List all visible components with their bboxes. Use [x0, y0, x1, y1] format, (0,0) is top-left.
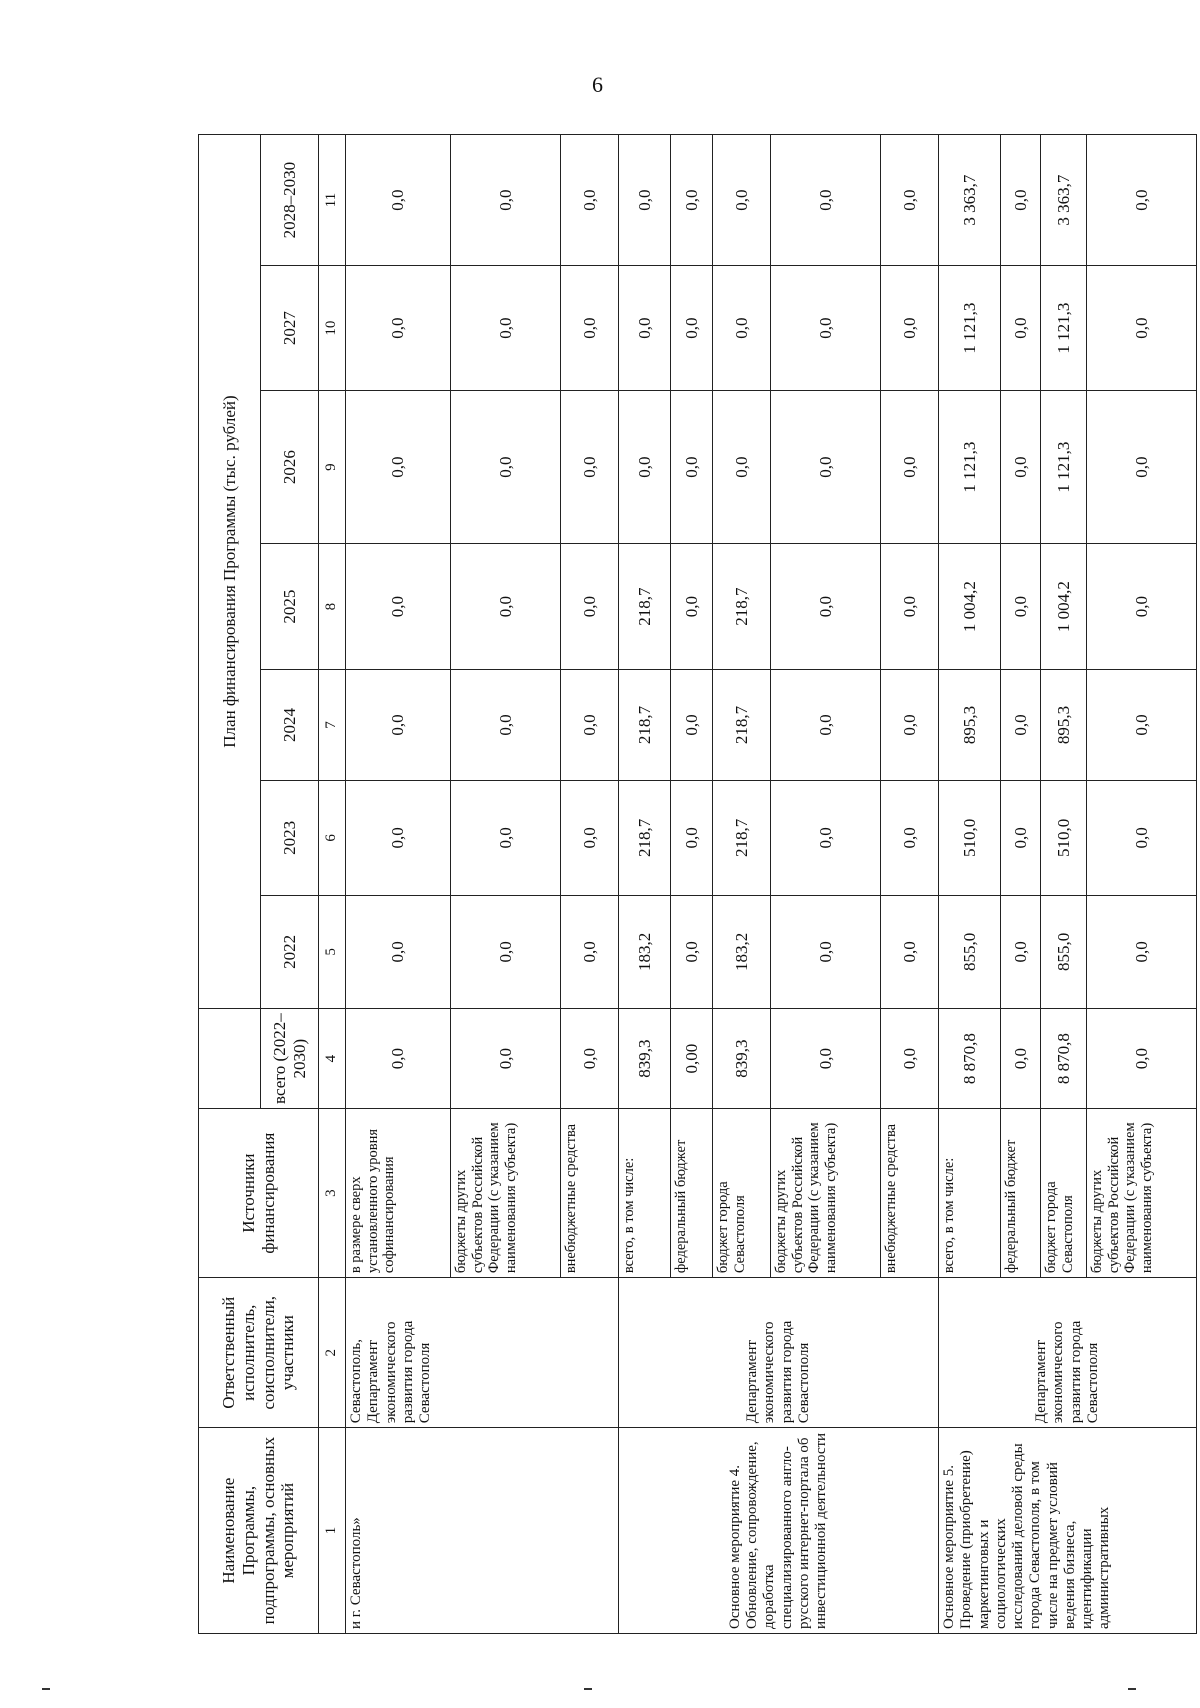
value-cell: 218,7 [619, 544, 671, 670]
value-cell: 0,0 [561, 266, 619, 391]
header-year: 2026 [261, 390, 319, 543]
value-cell: 0,0 [561, 895, 619, 1008]
value-cell: 0,0 [1001, 669, 1041, 780]
header-year: 2027 [261, 266, 319, 391]
column-number: 5 [319, 895, 346, 1008]
value-cell: 895,3 [939, 669, 1001, 780]
value-cell: 0,0 [771, 390, 881, 543]
source-cell: федеральный бюджет [671, 1109, 713, 1278]
value-cell: 1 121,3 [1041, 266, 1087, 391]
value-cell: 0,0 [881, 544, 939, 670]
column-number: 11 [319, 135, 346, 266]
table-row [619, 135, 671, 1634]
value-cell: 0,0 [451, 544, 561, 670]
column-number: 1 [319, 1428, 346, 1634]
value-cell: 8 870,8 [939, 1009, 1001, 1109]
header-sources: Источники финансирования [199, 1109, 319, 1278]
value-cell: 0,0 [561, 390, 619, 543]
column-numbers-row [319, 135, 346, 1634]
measure-name: и г. Севастополь» [346, 1428, 619, 1634]
column-number: 9 [319, 390, 346, 543]
executor-cell: Департамент экономического развития города Севастополя [939, 1278, 1197, 1428]
value-cell: 0,0 [1001, 135, 1041, 266]
measure-name: Основное мероприятие 4. Обновление, сопровождение, доработка специализированного англо-русского интернет-портала об инвестиционной деятельности [619, 1428, 939, 1634]
source-cell: всего, в том числе: [939, 1109, 1001, 1278]
value-cell: 183,2 [713, 895, 771, 1008]
value-cell: 0,0 [1087, 266, 1197, 391]
table-row [939, 135, 1001, 1634]
value-cell: 0,0 [671, 781, 713, 896]
column-number: 6 [319, 781, 346, 896]
source-cell: внебюджетные средства [561, 1109, 619, 1278]
value-cell: 0,0 [346, 544, 451, 670]
column-number: 2 [319, 1278, 346, 1428]
value-cell: 0,0 [451, 781, 561, 896]
column-number: 10 [319, 266, 346, 391]
value-cell: 0,0 [561, 1009, 619, 1109]
header-total: всего (2022–2030) [261, 1009, 319, 1109]
value-cell: 0,0 [1087, 895, 1197, 1008]
header-year: 2025 [261, 544, 319, 670]
value-cell: 895,3 [1041, 669, 1087, 780]
financing-plan-table [198, 134, 1197, 1634]
value-cell: 0,0 [771, 135, 881, 266]
value-cell: 0,0 [1001, 390, 1041, 543]
value-cell: 1 121,3 [939, 390, 1001, 543]
value-cell: 0,0 [451, 135, 561, 266]
value-cell: 0,0 [346, 1009, 451, 1109]
value-cell: 0,0 [881, 1009, 939, 1109]
header-year: 2023 [261, 781, 319, 896]
value-cell: 855,0 [939, 895, 1001, 1008]
source-cell: бюджет города Севастополя [713, 1109, 771, 1278]
value-cell: 0,0 [346, 390, 451, 543]
value-cell: 0,0 [713, 135, 771, 266]
value-cell: 0,0 [671, 266, 713, 391]
value-cell: 0,0 [1001, 266, 1041, 391]
value-cell: 0,0 [771, 544, 881, 670]
value-cell: 0,00 [671, 1009, 713, 1109]
value-cell: 0,0 [1001, 781, 1041, 896]
value-cell: 0,0 [346, 266, 451, 391]
value-cell: 0,0 [1087, 781, 1197, 896]
value-cell: 3 363,7 [1041, 135, 1087, 266]
value-cell: 0,0 [1001, 1009, 1041, 1109]
page-number: 6 [592, 72, 603, 97]
value-cell: 0,0 [1087, 135, 1197, 266]
value-cell: 0,0 [451, 1009, 561, 1109]
value-cell: 0,0 [451, 895, 561, 1008]
value-cell: 218,7 [713, 781, 771, 896]
value-cell: 0,0 [619, 266, 671, 391]
header-year: 2024 [261, 669, 319, 780]
scan-mark [584, 1688, 592, 1690]
source-cell: бюджеты других субъектов Российской Федерации (с указанием наименования субъекта) [1087, 1109, 1197, 1278]
table-row [346, 135, 451, 1634]
value-cell: 8 870,8 [1041, 1009, 1087, 1109]
value-cell: 0,0 [671, 895, 713, 1008]
value-cell: 0,0 [771, 895, 881, 1008]
value-cell: 0,0 [771, 266, 881, 391]
value-cell: 0,0 [881, 669, 939, 780]
value-cell: 0,0 [451, 669, 561, 780]
value-cell: 0,0 [1087, 669, 1197, 780]
value-cell: 839,3 [713, 1009, 771, 1109]
source-cell: внебюджетные средства [881, 1109, 939, 1278]
value-cell: 0,0 [713, 390, 771, 543]
value-cell: 1 004,2 [939, 544, 1001, 670]
header-year: 2022 [261, 895, 319, 1008]
header-name: Наименование Программы, подпрограммы, основных мероприятий [199, 1428, 319, 1634]
executor-cell: Севастополь, Департамент экономического развития города Севастополя [346, 1278, 619, 1428]
value-cell: 0,0 [671, 135, 713, 266]
value-cell: 510,0 [1041, 781, 1087, 896]
value-cell: 0,0 [881, 390, 939, 543]
value-cell: 0,0 [881, 135, 939, 266]
value-cell: 855,0 [1041, 895, 1087, 1008]
column-number: 3 [319, 1109, 346, 1278]
value-cell: 0,0 [1087, 390, 1197, 543]
value-cell: 0,0 [671, 544, 713, 670]
value-cell: 0,0 [346, 895, 451, 1008]
value-cell: 218,7 [713, 544, 771, 670]
value-cell: 0,0 [1087, 1009, 1197, 1109]
value-cell: 0,0 [451, 390, 561, 543]
value-cell: 0,0 [881, 266, 939, 391]
header-year: 2028–2030 [261, 135, 319, 266]
column-number: 4 [319, 1009, 346, 1109]
value-cell: 0,0 [881, 781, 939, 896]
value-cell: 0,0 [619, 390, 671, 543]
value-cell: 218,7 [713, 669, 771, 780]
value-cell: 0,0 [451, 266, 561, 391]
value-cell: 1 121,3 [1041, 390, 1087, 543]
value-cell: 839,3 [619, 1009, 671, 1109]
scan-mark [42, 1688, 50, 1690]
value-cell: 0,0 [771, 669, 881, 780]
value-cell: 0,0 [713, 266, 771, 391]
rotated-table-container [198, 134, 1156, 1634]
value-cell: 218,7 [619, 781, 671, 896]
value-cell: 0,0 [771, 1009, 881, 1109]
source-cell: бюджеты других субъектов Российской Федерации (с указанием наименования субъекта) [451, 1109, 561, 1278]
value-cell: 0,0 [561, 669, 619, 780]
column-number: 8 [319, 544, 346, 670]
source-cell: всего, в том числе: [619, 1109, 671, 1278]
source-cell: в размере сверх установленного уровня софинансирования [346, 1109, 451, 1278]
value-cell: 1 121,3 [939, 266, 1001, 391]
value-cell: 0,0 [561, 781, 619, 896]
value-cell: 0,0 [1087, 544, 1197, 670]
value-cell: 0,0 [1001, 895, 1041, 1008]
value-cell: 3 363,7 [939, 135, 1001, 266]
value-cell: 218,7 [619, 669, 671, 780]
source-cell: бюджет города Севастополя [1041, 1109, 1087, 1278]
executor-cell: Департамент экономического развития города Севастополя [619, 1278, 939, 1428]
source-cell: бюджеты других субъектов Российской Федерации (с указанием наименования субъекта) [771, 1109, 881, 1278]
value-cell: 0,0 [671, 669, 713, 780]
source-cell: федеральный бюджет [1001, 1109, 1041, 1278]
value-cell: 0,0 [561, 135, 619, 266]
value-cell: 0,0 [346, 669, 451, 780]
value-cell: 1 004,2 [1041, 544, 1087, 670]
column-number: 7 [319, 669, 346, 780]
scan-mark [1128, 1688, 1136, 1690]
measure-name: Основное мероприятие 5. Проведение (приобретение) маркетинговых и социологических исследований деловой среды города Севастополя, в том числе на предмет условий ведения бизнеса, идентификации административных [939, 1428, 1197, 1634]
value-cell: 0,0 [671, 390, 713, 543]
value-cell: 0,0 [1001, 544, 1041, 670]
value-cell: 183,2 [619, 895, 671, 1008]
header-plan: План финансирования Программы (тыс. рублей) [199, 135, 261, 1009]
value-cell: 0,0 [346, 135, 451, 266]
value-cell: 0,0 [771, 781, 881, 896]
value-cell: 0,0 [346, 781, 451, 896]
value-cell: 0,0 [561, 544, 619, 670]
value-cell: 0,0 [881, 895, 939, 1008]
value-cell: 0,0 [619, 135, 671, 266]
value-cell: 510,0 [939, 781, 1001, 896]
header-executor: Ответственный исполнитель, соисполнители, участники [199, 1278, 319, 1428]
